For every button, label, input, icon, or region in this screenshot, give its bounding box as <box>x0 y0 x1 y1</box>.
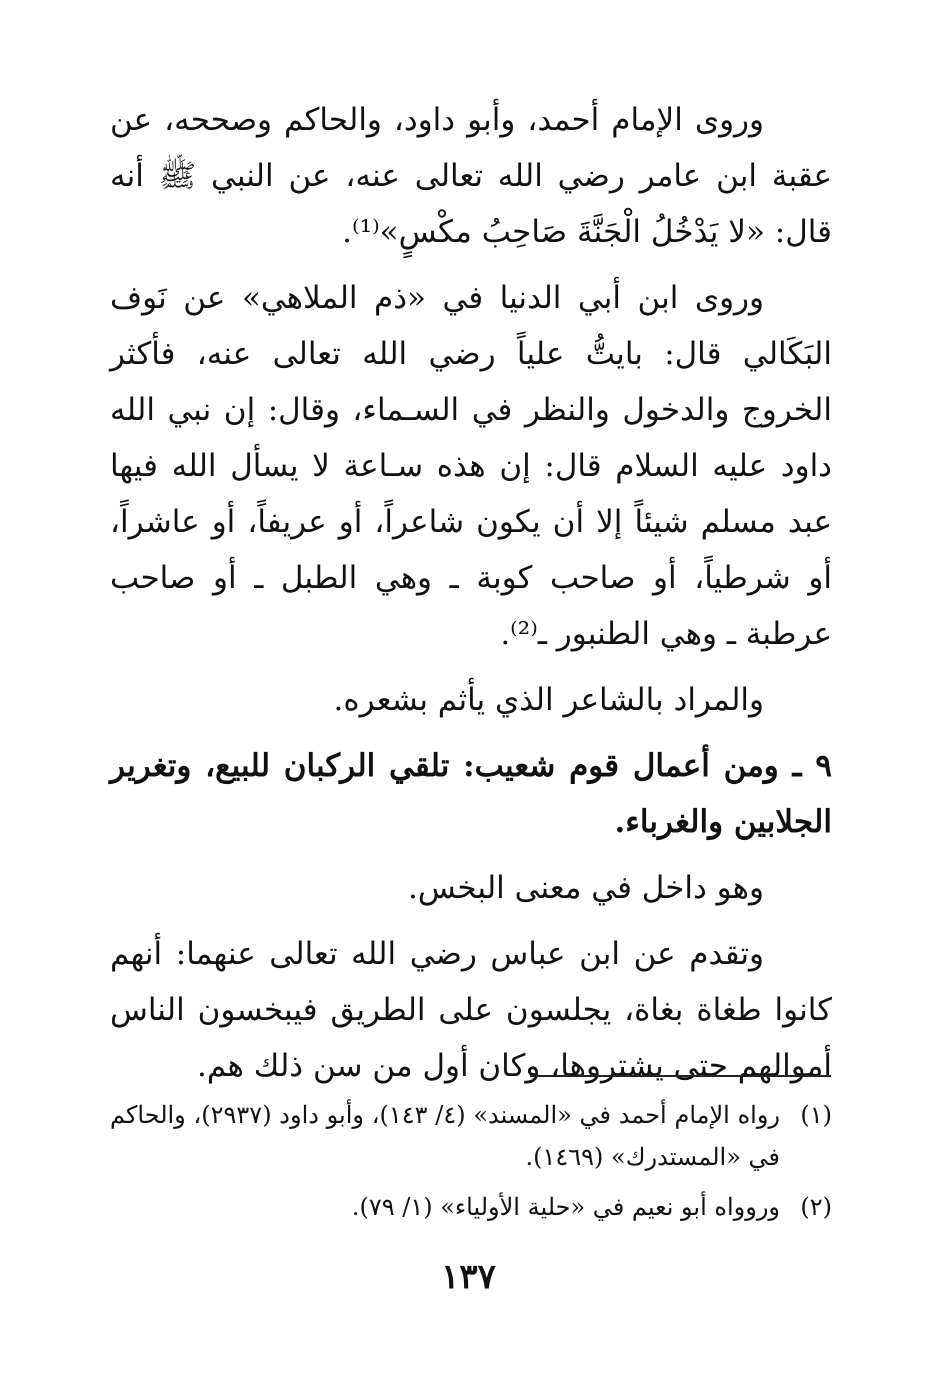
paragraph-nawf-bakali: وروى ابن أبي الدنيا في «ذم الملاهي» عن نَوف البَكَالي قال: بايتُّ علياً رضي الله تعالى عنه، فأكثر الخروج والدخول والنظر في السـماء، وقال: إن نبي الله داود عليه السلام قال: إن هذه سـاعة لا يسأل الله فيها عبد مسلم شيئاً إلا أن يكون شاعراً، أو عريفاً، أو عاشراً، أو شرطياً، أو صاحب كوبة ـ وهي الطبل ـ أو صاحب عرطبة ـ وهي الطنبور ـ⁽²⁾. <box>110 280 832 652</box>
section-heading: ٩ ـ ومن أعمال قوم شعيب: تلقي الركبان للبيع، وتغرير الجلابين والغرباء. <box>110 748 832 840</box>
footnotes <box>110 1094 832 1236</box>
footnote-text: رواه الإمام أحمد في «المسند» (٤/ ١٤٣)، وأبو داود (٢٩٣٧)، والحاكم في «المستدرك» (١٤٦٩). <box>110 1101 781 1171</box>
paragraph-poet-meaning: والمراد بالشاعر الذي يأثم بشعره. <box>333 682 764 718</box>
footnote-item <box>110 1094 832 1178</box>
footnote-text: وروواه أبو نعيم في «حلية الأولياء» (١/ ٧٩). <box>351 1193 780 1221</box>
page-number: ١٣٧ <box>441 1257 496 1297</box>
footnote-number: (٢) <box>800 1193 832 1221</box>
paragraph-hadith-maks: وروى الإمام أحمد، وأبو داود، والحاكم وصححه، عن عقبة ابن عامر رضي الله تعالى عنه، عن النبي ﷺ أنه قال: «لا يَدْخُلُ الْجَنَّةَ صَاحِبُ مكْسٍ»⁽¹⁾. <box>110 102 832 250</box>
main-text <box>110 92 832 1104</box>
paragraph-ibn-abbas: وتقدم عن ابن عباس رضي الله تعالى عنهما: أنهم كانوا طغاة بغاة، يجلسون على الطريق فيبخسون الناس أموالهم حتى يشتروها، وكان أول من سن ذلك هم. <box>110 936 832 1084</box>
footnote-divider <box>530 1075 831 1077</box>
footnote-number: (١) <box>800 1101 832 1129</box>
paragraph-bakhs: وهو داخل في معنى البخس. <box>407 870 764 906</box>
footnote-item <box>110 1186 832 1228</box>
